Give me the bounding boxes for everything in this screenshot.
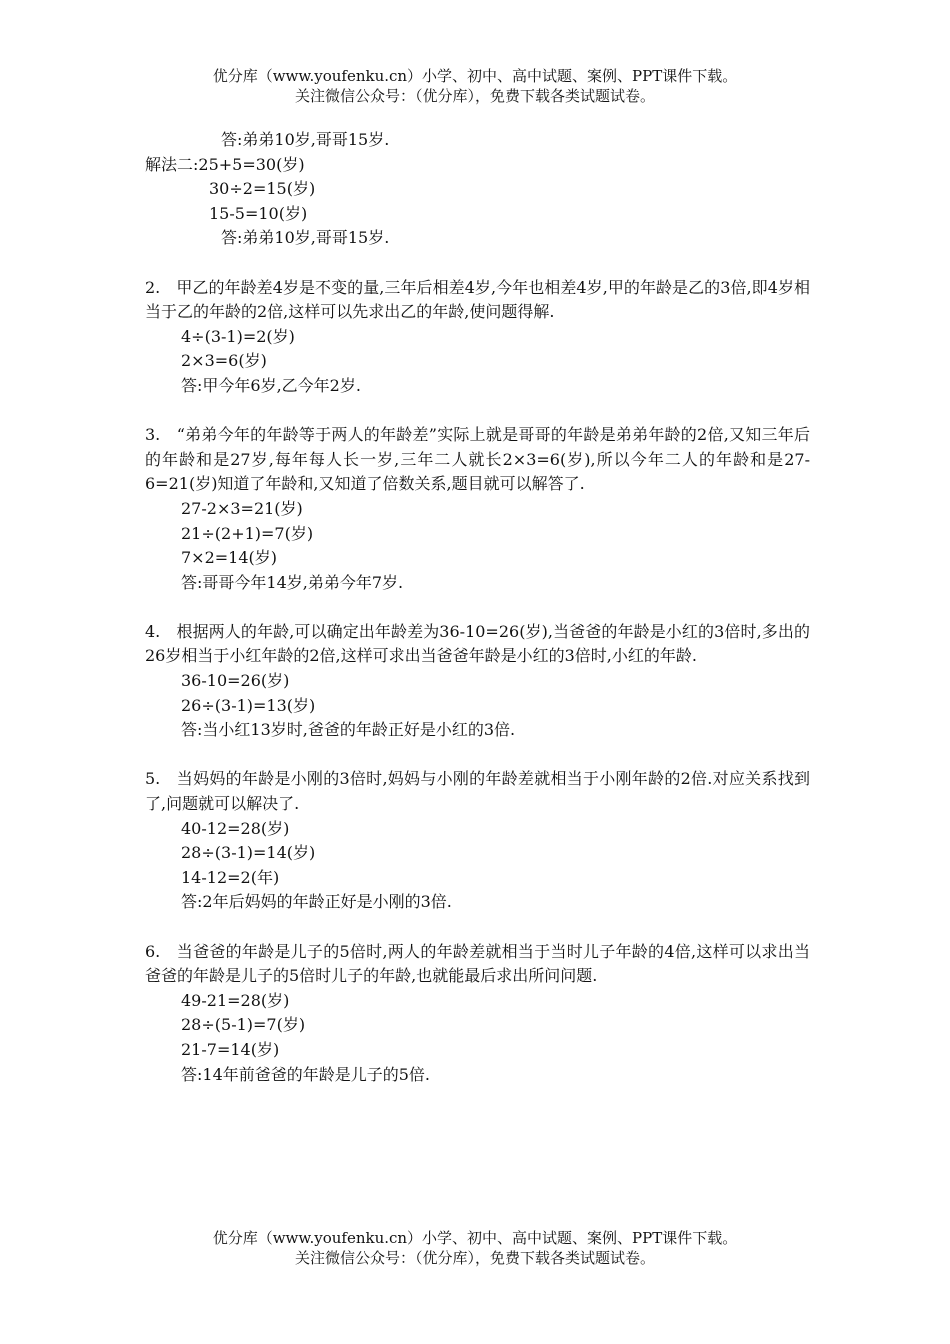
q6-answer: 答:14年前爸爸的年龄是儿子的5倍.: [181, 1064, 431, 1084]
q2-step-1: 4÷(3-1)=2(岁): [181, 326, 295, 346]
q3-step-2: 21÷(2+1)=7(岁): [181, 523, 314, 543]
q2-step-2: 2×3=6(岁): [181, 351, 267, 371]
q3-step-3: 7×2=14(岁): [181, 548, 278, 568]
header-line-1: 优分库（www.youfenku.cn）小学、初中、高中试题、案例、PPT课件下载。: [212, 67, 738, 85]
q5-answer: 答:2年后妈妈的年龄正好是小刚的3倍.: [181, 892, 452, 912]
q4-answer: 答:当小红13岁时,爸爸的年龄正好是小红的3倍.: [181, 720, 516, 740]
q5-step-1: 40-12=28(岁): [181, 818, 290, 838]
q2-answer: 答:甲今年6岁,乙今年2岁.: [181, 375, 361, 395]
page-header: [0, 66, 950, 106]
document-body: [145, 128, 810, 1087]
q5-explanation: 5. 当妈妈的年龄是小刚的3倍时,妈妈与小刚的年龄差就相当于小刚年龄的2倍.对应关系找到了,问题就可以解决了.: [145, 769, 810, 814]
q6-step-3: 21-7=14(岁): [181, 1039, 280, 1059]
q1-method-2: 解法二:25+5=30(岁): [145, 154, 305, 174]
q1-answer-2: 答:弟弟10岁,哥哥15岁.: [221, 228, 390, 248]
footer-line-2: 关注微信公众号：（优分库），免费下载各类试题试卷。: [294, 1249, 655, 1267]
q4-step-2: 26÷(3-1)=13(岁): [181, 695, 316, 715]
page-footer: [0, 1228, 950, 1268]
q6-explanation: 6. 当爸爸的年龄是儿子的5倍时,两人的年龄差就相当于当时儿子年龄的4倍,这样可以求出当爸爸的年龄是儿子的5倍时儿子的年龄,也就能最后求出所问问题.: [145, 941, 810, 986]
q6-step-1: 49-21=28(岁): [181, 990, 290, 1010]
q3-explanation: 3. “弟弟今年的年龄等于两人的年龄差”实际上就是哥哥的年龄是弟弟年龄的2倍,又知三年后的年龄和是27岁,每年每人长一岁,三年二人就长2×3=6(岁),所以今年二人的年龄和是27-6=21(岁)知道了年龄和,又知道了倍数关系,题目就可以解答了.: [145, 425, 810, 494]
q4-explanation: 4. 根据两人的年龄,可以确定出年龄差为36-10=26(岁),当爸爸的年龄是小红的3倍时,多出的26岁相当于小红年龄的2倍,这样可求出当爸爸年龄是小红的3倍时,小红的年龄.: [145, 621, 810, 666]
q2-explanation: 2. 甲乙的年龄差4岁是不变的量,三年后相差4岁,今年也相差4岁,甲的年龄是乙的3倍,即4岁相当于乙的年龄的2倍,这样可以先求出乙的年龄,使问题得解.: [145, 277, 810, 322]
q5-step-3: 14-12=2(年): [181, 867, 280, 887]
q1-answer-1: 答:弟弟10岁,哥哥15岁.: [221, 130, 390, 149]
q5-step-2: 28÷(3-1)=14(岁): [181, 843, 316, 863]
header-line-2: 关注微信公众号：（优分库），免费下载各类试题试卷。: [294, 87, 655, 105]
q1-step-3: 15-5=10(岁): [209, 203, 308, 223]
q4-step-1: 36-10=26(岁): [181, 671, 290, 691]
footer-line-1: 优分库（www.youfenku.cn）小学、初中、高中试题、案例、PPT课件下载。: [212, 1229, 738, 1247]
q6-step-2: 28÷(5-1)=7(岁): [181, 1015, 306, 1035]
q3-step-1: 27-2×3=21(岁): [181, 498, 303, 518]
q3-answer: 答:哥哥今年14岁,弟弟今年7岁.: [181, 572, 404, 592]
q1-step-2: 30÷2=15(岁): [209, 179, 316, 199]
